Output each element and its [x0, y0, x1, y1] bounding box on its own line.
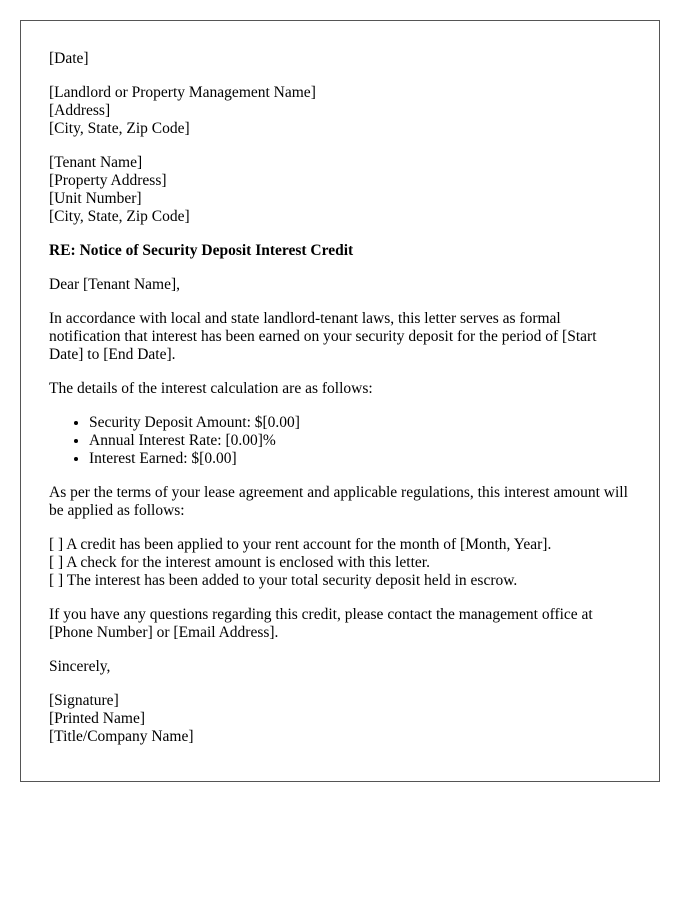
recipient-address: [Address]	[49, 102, 111, 119]
tenant-name: [Tenant Name]	[49, 154, 143, 171]
option-check-enclosed: [ ] A check for the interest amount is enclosed with this letter.	[49, 554, 430, 571]
title-company: [Title/Company Name]	[49, 728, 194, 745]
application-intro: As per the terms of your lease agreement and applicable regulations, this interest amount will be applied as follows:	[49, 484, 628, 519]
list-item: • Interest Earned: $[0.00]	[89, 450, 631, 468]
salutation: Dear [Tenant Name],	[49, 276, 181, 293]
list-item: • Security Deposit Amount: $[0.00]	[89, 414, 631, 432]
tenant-address-block	[49, 154, 631, 226]
letter-document	[20, 20, 660, 782]
list-item: • Annual Interest Rate: [0.00]%	[89, 432, 631, 450]
date-block	[49, 50, 631, 68]
application-options	[49, 536, 631, 590]
option-rent-credit: [ ] A credit has been applied to your rent account for the month of [Month, Year].	[49, 536, 552, 553]
option-added-to-deposit: [ ] The interest has been added to your total security deposit held in escrow.	[49, 572, 518, 589]
closing: Sincerely,	[49, 658, 111, 675]
tenant-unit-number: [Unit Number]	[49, 190, 142, 207]
intro-paragraph: In accordance with local and state landlord-tenant laws, this letter serves as formal notification that interest has been earned on your security deposit for the period of [Start Date] to [End Date].	[49, 310, 597, 363]
printed-name: [Printed Name]	[49, 710, 145, 727]
signature-block	[49, 692, 631, 746]
tenant-property-address: [Property Address]	[49, 172, 167, 189]
letter-date: [Date]	[49, 50, 89, 67]
interest-details-list	[49, 414, 631, 468]
contact-paragraph: If you have any questions regarding this credit, please contact the management office at [Phone Number] or [Email Address].	[49, 606, 593, 641]
details-intro: The details of the interest calculation are as follows:	[49, 380, 373, 397]
recipient-name: [Landlord or Property Management Name]	[49, 84, 316, 101]
subject-line: RE: Notice of Security Deposit Interest Credit	[49, 242, 354, 259]
tenant-city-state-zip: [City, State, Zip Code]	[49, 208, 190, 225]
signature-line: [Signature]	[49, 692, 119, 709]
recipient-address-block	[49, 84, 631, 138]
recipient-city-state-zip: [City, State, Zip Code]	[49, 120, 190, 137]
